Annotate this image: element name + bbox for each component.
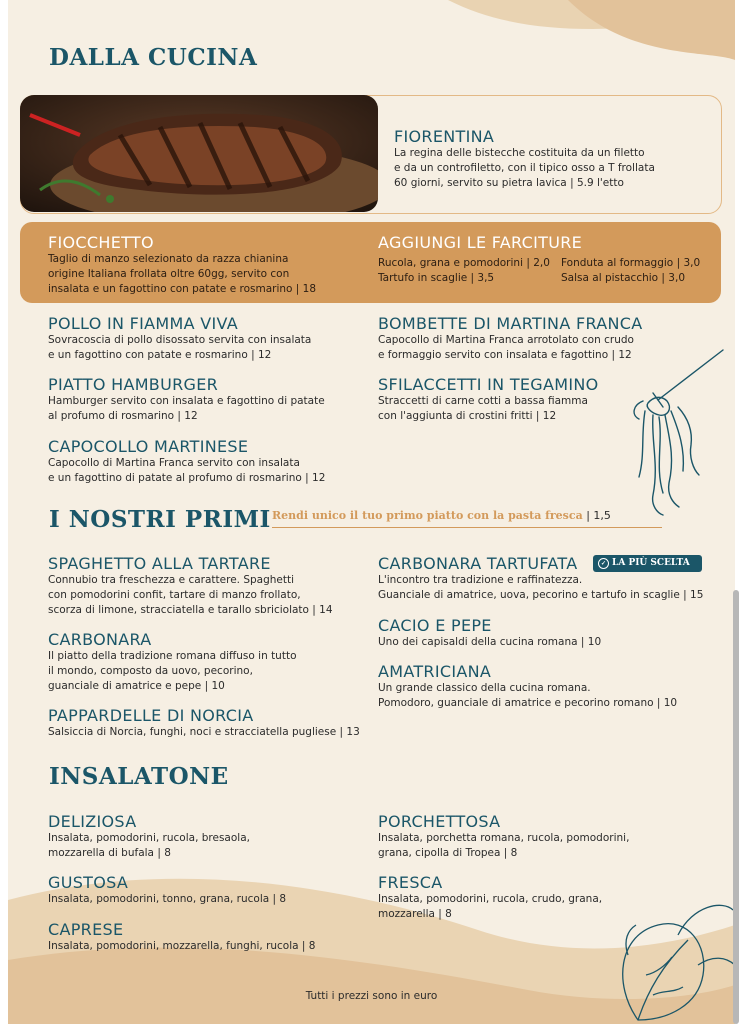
dish-name: CARBONARA [48,630,152,649]
dish-name: PIATTO HAMBURGER [48,375,219,394]
salad-fresca [378,873,602,922]
dish-name: FIOCCHETTO [48,233,154,252]
footer-note: Tutti i prezzi sono in euro [305,990,438,1002]
scrollbar[interactable] [733,590,739,1024]
dish-name: CARBONARA TARTUFATA [378,554,578,573]
dish-name: SFILACCETTI IN TEGAMINO [378,375,599,394]
dish-fiorentina [394,127,655,191]
dish-spaghetto-tartare [48,554,333,618]
section-title-primi: I NOSTRI PRIMI [49,506,271,533]
dish-cacio-pepe [378,616,601,650]
dish-carbonara [48,630,297,694]
dish-desc: La regina delle bistecche costituita da un filetto e da un controfiletto, con il tipico osso a T frollata 60 giorni, servito su pietra lavica | 5.9 l'etto [394,147,655,189]
dish-name: SPAGHETTO ALLA TARTARE [48,554,271,573]
section-title-insalatone: INSALATONE [49,763,229,790]
dish-desc: Straccetti di carne cotti a bassa fiamma con l'aggiunta di crostini fritti | 12 [378,395,588,422]
pasta-fresca-promo [272,509,611,522]
dish-amatriciana [378,662,677,711]
salad-porchettosa [378,812,629,861]
dish-desc: Insalata, pomodorini, rucola, crudo, grana, mozzarella | 8 [378,893,603,920]
dish-name: PAPPARDELLE DI NORCIA [48,706,254,725]
dish-name: GUSTOSA [48,873,129,892]
dish-name: FRESCA [378,873,443,892]
promo-text: Rendi unico il tuo primo piatto con la pasta fresca [272,509,583,522]
steak-photo [20,95,378,212]
dish-name: BOMBETTE DI MARTINA FRANCA [378,314,643,333]
dish-name: PORCHETTOSA [378,812,501,831]
farcitura-item: Tartufo in scaglie | 3,5 [378,272,495,284]
most-chosen-badge [593,555,702,572]
dish-desc: Insalata, pomodorini, tonno, grana, rucola | 8 [48,893,287,905]
dish-name: AMATRICIANA [378,662,492,681]
fork-pasta-icon [623,345,733,525]
leaf-illustration [608,895,735,1024]
farcitura-item: Salsa al pistacchio | 3,0 [561,272,686,284]
dish-desc: Connubio tra freschezza e carattere. Spaghetti con pomodorini confit, tartare di manzo frollato, scorza di limone, stracciatella e tarallo sbriciolato | 14 [48,574,333,616]
farcitura-item: Rucola, grana e pomodorini | 2,0 [378,257,550,269]
dish-fiocchetto [48,233,316,297]
dish-desc: Capocollo di Martina Franca servito con insalata e un fagottino di patate al profumo di rosmarino | 12 [48,457,326,484]
dish-name: POLLO IN FIAMMA VIVA [48,314,238,333]
dish-name: CAPOCOLLO MARTINESE [48,437,249,456]
dish-pappardelle [48,706,360,740]
salad-gustosa [48,873,286,907]
dish-sfilaccetti [378,375,599,424]
dish-desc: Il piatto della tradizione romana diffuso in tutto il mondo, composto da uovo, pecorino, guanciale di amatrice e pepe | 10 [48,650,297,692]
dish-desc: Salsiccia di Norcia, funghi, noci e stracciatella pugliese | 13 [48,726,360,738]
check-circle-icon: ✓ [598,558,609,569]
dish-bombette [378,314,642,363]
dish-desc: Insalata, pomodorini, rucola, bresaola, mozzarella di bufala | 8 [48,832,250,859]
dish-pollo [48,314,311,363]
farciture-title-wrap [378,233,582,252]
dish-desc: L'incontro tra tradizione e raffinatezza. Guanciale di amatrice, uova, pecorino e tartufo in scaglie | 15 [378,574,704,601]
salad-deliziosa [48,812,250,861]
dish-name: DELIZIOSA [48,812,137,831]
farciture-title: AGGIUNGI LE FARCITURE [378,233,583,252]
dish-desc: Hamburger servito con insalata e fagottino di patate al profumo di rosmarino | 12 [48,395,325,422]
dish-desc: Sovracoscia di pollo disossato servita con insalata e un fagottino con patate e rosmarino | 12 [48,334,312,361]
promo-underline [272,527,662,528]
dish-capocollo [48,437,325,486]
farcitura-item: Fonduta al formaggio | 3,0 [561,257,701,269]
badge-label: LA PIÙ SCELTA [612,558,690,568]
dish-desc: Taglio di manzo selezionato da razza chianina origine Italiana frollata oltre 60gg, servito con insalata e un fagottino con patate e rosmarino | 18 [48,253,317,295]
salad-caprese [48,920,315,954]
promo-price: | 1,5 [586,509,611,522]
dish-hamburger [48,375,325,424]
dish-name: CACIO E PEPE [378,616,492,635]
menu-page [8,0,735,1024]
dish-desc: Uno dei capisaldi della cucina romana | 10 [378,636,602,648]
dish-desc: Capocollo di Martina Franca arrotolato con crudo e formaggio servito con insalata e fagottino | 12 [378,334,634,361]
dish-name: FIORENTINA [394,127,495,146]
dish-desc: Un grande classico della cucina romana. Pomodoro, guanciale di amatrice e pecorino romano | 10 [378,682,678,709]
section-title-cucina: DALLA CUCINA [49,44,258,71]
dish-name: CAPRESE [48,920,124,939]
dish-desc: Insalata, porchetta romana, rucola, pomodorini, grana, cipolla di Tropea | 8 [378,832,630,859]
highlight-bar [20,222,721,303]
dish-desc: Insalata, pomodorini, mozzarella, funghi, rucola | 8 [48,940,316,952]
